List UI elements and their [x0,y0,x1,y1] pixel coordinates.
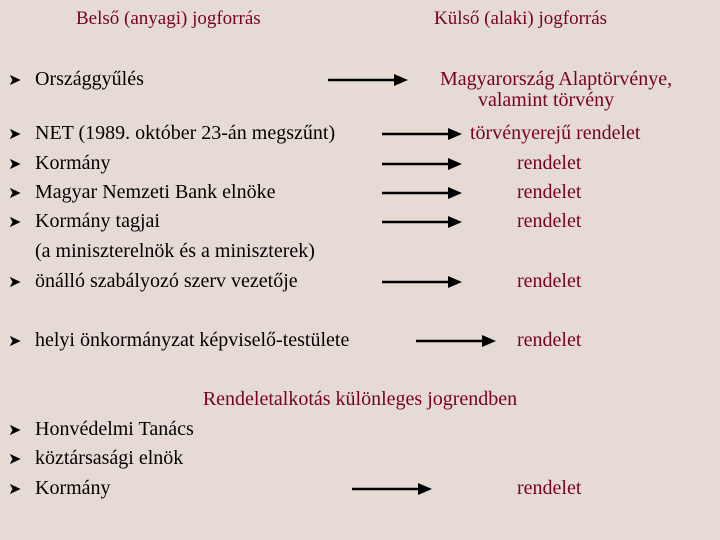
list-item-label: Országgyűlés [35,68,144,90]
list-item-net [8,122,335,145]
arrow-bullet-icon: ➤ [8,183,22,202]
list-item-kormany-special [8,477,111,500]
arrow-bullet-icon: ➤ [8,124,22,143]
arrow-bullet-icon: ➤ [8,272,22,291]
arrow-right-icon [382,124,464,144]
list-item-koztarsasagi-elnok [8,447,183,470]
arrow-bullet-icon: ➤ [8,420,22,439]
list-item-label: Kormány [35,477,111,499]
header-left: Belső (anyagi) jogforrás [76,8,261,29]
section-title-special-legal-order: Rendeletalkotás különleges jogrendben [202,388,518,410]
list-item-honvedelmi-tanacs [8,418,194,441]
arrow-right-icon [382,272,464,292]
list-item-label: helyi önkormányzat képviselő-testülete [35,329,350,351]
arrow-bullet-icon: ➤ [8,212,22,231]
arrow-bullet-icon: ➤ [8,154,22,173]
list-item-label: Kormány [35,152,111,174]
result-rendelet: rendelet [517,477,582,499]
result-torvenyereju-rendelet: törvényerejű rendelet [470,122,641,144]
list-item-label: önálló szabályozó szerv vezetője [35,270,298,292]
result-rendelet: rendelet [517,181,582,203]
arrow-right-icon [382,183,464,203]
list-item-mnb-elnoke [8,181,275,204]
arrow-bullet-icon: ➤ [8,331,22,350]
result-rendelet: rendelet [517,152,582,174]
result-alaptorveny-line2: valamint törvény [478,89,615,111]
arrow-bullet-icon: ➤ [8,70,22,89]
arrow-right-icon [382,212,464,232]
list-item-label: Honvédelmi Tanács [35,418,194,440]
arrow-bullet-icon: ➤ [8,449,22,468]
list-item-onallo-szabalyozo-szerv [8,270,298,293]
list-item-subnote: (a miniszterelnök és a miniszterek) [35,240,315,262]
arrow-right-icon [352,479,434,499]
list-item-helyi-onkormanyzat [8,329,349,352]
arrow-right-icon [328,70,410,90]
header-right: Külső (alaki) jogforrás [434,8,608,29]
result-alaptorveny-line1: Magyarország Alaptörvénye, [440,68,673,90]
list-item-kormany [8,152,111,175]
arrow-bullet-icon: ➤ [8,479,22,498]
arrow-right-icon [416,331,498,351]
list-item-orszaggyules [8,68,144,91]
list-item-label: Magyar Nemzeti Bank elnöke [35,181,276,203]
result-rendelet: rendelet [517,270,582,292]
result-rendelet: rendelet [517,329,582,351]
list-item-label: NET (1989. október 23-án megszűnt) [35,122,336,144]
list-item-label: Kormány tagjai [35,210,160,232]
result-rendelet: rendelet [517,210,582,232]
arrow-right-icon [382,154,464,174]
list-item-label: köztársasági elnök [35,447,184,469]
list-item-kormany-tagjai [8,210,160,233]
